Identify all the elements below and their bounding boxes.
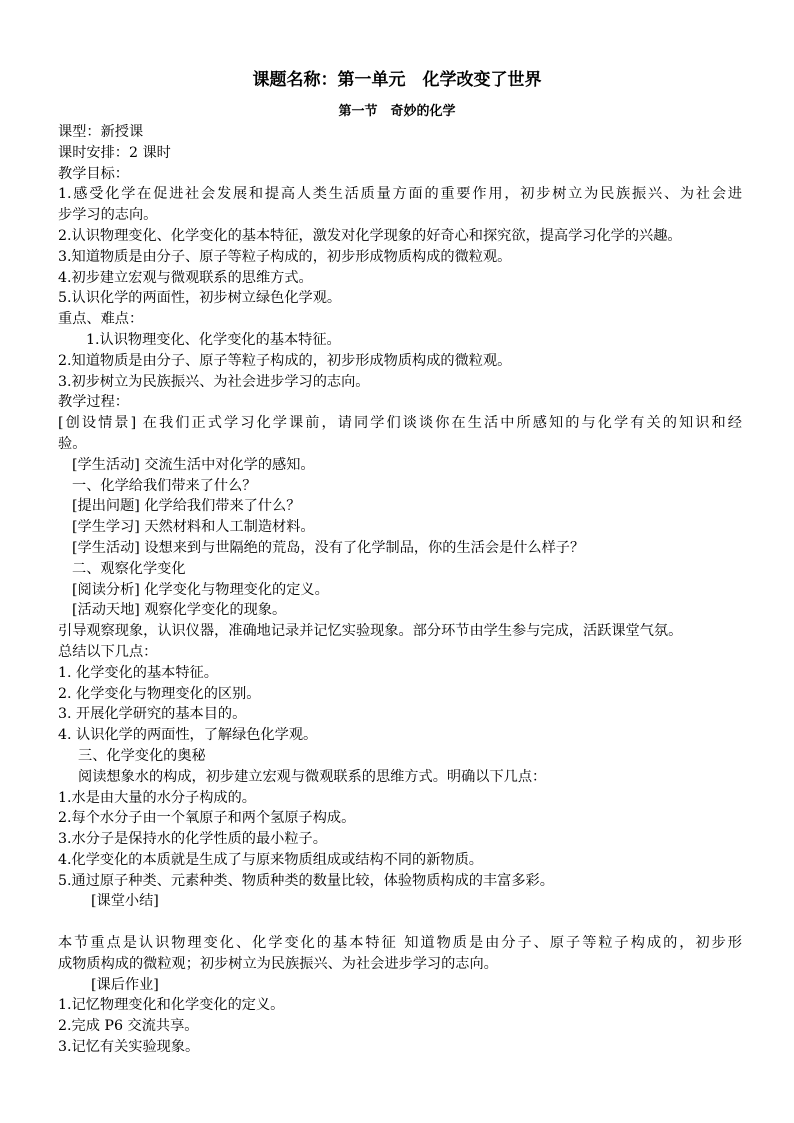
student-activity-1: [学生活动] 交流生活中对化学的感知。 — [72, 456, 315, 473]
section-subtitle: 第一节 奇妙的化学 — [338, 104, 456, 119]
objective-5: 5.认识化学的两面性，初步树立绿色化学观。 — [58, 290, 342, 307]
summary-point-3: 3. 开展化学研究的基本目的。 — [58, 706, 247, 723]
summary-intro: 总结以下几点： — [58, 643, 158, 660]
key-point-1: 1.认识物理变化、化学变化的基本特征。 — [86, 331, 341, 348]
process-heading: 教学过程： — [58, 394, 129, 411]
summary-point-1: 1. 化学变化的基本特征。 — [58, 664, 218, 681]
reading-analysis: [阅读分析] 化学变化与物理变化的定义。 — [72, 581, 329, 598]
section-heading-3: 三、化学变化的奥秘 — [78, 747, 206, 764]
water-point-4: 4.化学变化的本质就是生成了与原来物质组成或结构不同的新物质。 — [58, 851, 483, 868]
scenario-paragraph-cont: 验。 — [58, 435, 87, 452]
summary-point-4: 4. 认识化学的两面性，了解绿色化学观。 — [58, 727, 318, 744]
key-point-2: 2.知道物质是由分子、原子等粒子构成的，初步形成物质构成的微粒观。 — [58, 352, 512, 369]
homework-3: 3.记忆有关实验现象。 — [58, 1039, 200, 1056]
question-line: [提出问题] 化学给我们带来了什么？ — [72, 498, 301, 515]
class-summary-text-cont: 成物质构成的微粒观；初步树立为民族振兴、为社会进步学习的志向。 — [58, 955, 498, 972]
objective-4: 4.初步建立宏观与微观联系的思维方式。 — [58, 269, 313, 286]
student-study-line: [学生学习] 天然材料和人工制造材料。 — [72, 519, 315, 536]
homework-label: [课后作业] — [91, 976, 159, 993]
lesson-hours: 课时安排：2 课时 — [58, 144, 171, 161]
blank-line — [58, 912, 742, 933]
student-activity-2: [学生活动] 设想来到与世隔绝的荒岛，没有了化学制品，你的生活会是什么样子？ — [72, 539, 585, 556]
water-point-5: 5.通过原子种类、元素种类、物质种类的数量比较，体验物质构成的丰富多彩。 — [58, 872, 554, 889]
lesson-type: 课型：新授课 — [58, 124, 144, 140]
water-point-2: 2.每个水分子由一个氧原子和两个氢原子构成。 — [58, 810, 356, 827]
homework-2: 2.完成 P6 交流共享。 — [58, 1018, 199, 1035]
key-points-heading: 重点、难点： — [58, 311, 144, 328]
class-summary-text: 本节重点是认识物理变化、化学变化的基本特征 知道物质是由分子、原子等粒子构成的，初步形 — [58, 935, 742, 952]
homework-1: 1.记忆物理变化和化学变化的定义。 — [58, 997, 285, 1014]
section-heading-2: 二、观察化学变化 — [72, 560, 186, 577]
objectives-heading: 教学目标： — [58, 165, 129, 182]
objective-3: 3.知道物质是由分子、原子等粒子构成的，初步形成物质构成的微粒观。 — [58, 248, 512, 265]
water-reading-intro: 阅读想象水的构成，初步建立宏观与微观联系的思维方式。明确以下几点： — [78, 768, 547, 785]
lesson-body — [58, 122, 742, 1058]
objective-1-cont: 步学习的志向。 — [58, 207, 158, 224]
objective-1: 1.感受化学在促进社会发展和提高人类生活质量方面的重要作用，初步树立为民族振兴、为社会进 — [58, 186, 742, 203]
lesson-title: 课题名称：第一单元 化学改变了世界 — [252, 70, 542, 90]
water-point-3: 3.水分子是保持水的化学性质的最小粒子。 — [58, 831, 327, 848]
scenario-paragraph: [创设情景] 在我们正式学习化学课前，请同学们谈谈你在生活中所感知的与化学有关的知识和经 — [58, 415, 742, 432]
activity-corner: [活动天地] 观察化学变化的现象。 — [72, 602, 287, 619]
summary-point-2: 2. 化学变化与物理变化的区别。 — [58, 685, 261, 702]
water-point-1: 1.水是由大量的水分子构成的。 — [58, 789, 256, 806]
section-heading-1: 一、化学给我们带来了什么？ — [72, 477, 257, 494]
class-summary-label: [课堂小结] — [91, 893, 159, 910]
guidance-paragraph: 引导观察现象，认识仪器，准确地记录并记忆实验现象。部分环节由学生参与完成，活跃课堂气氛。 — [58, 623, 683, 640]
objective-2: 2.认识物理变化、化学变化的基本特征，激发对化学现象的好奇心和探究欲，提高学习化学的兴趣。 — [58, 227, 682, 244]
key-point-3: 3.初步树立为民族振兴、为社会进步学习的志向。 — [58, 373, 370, 390]
